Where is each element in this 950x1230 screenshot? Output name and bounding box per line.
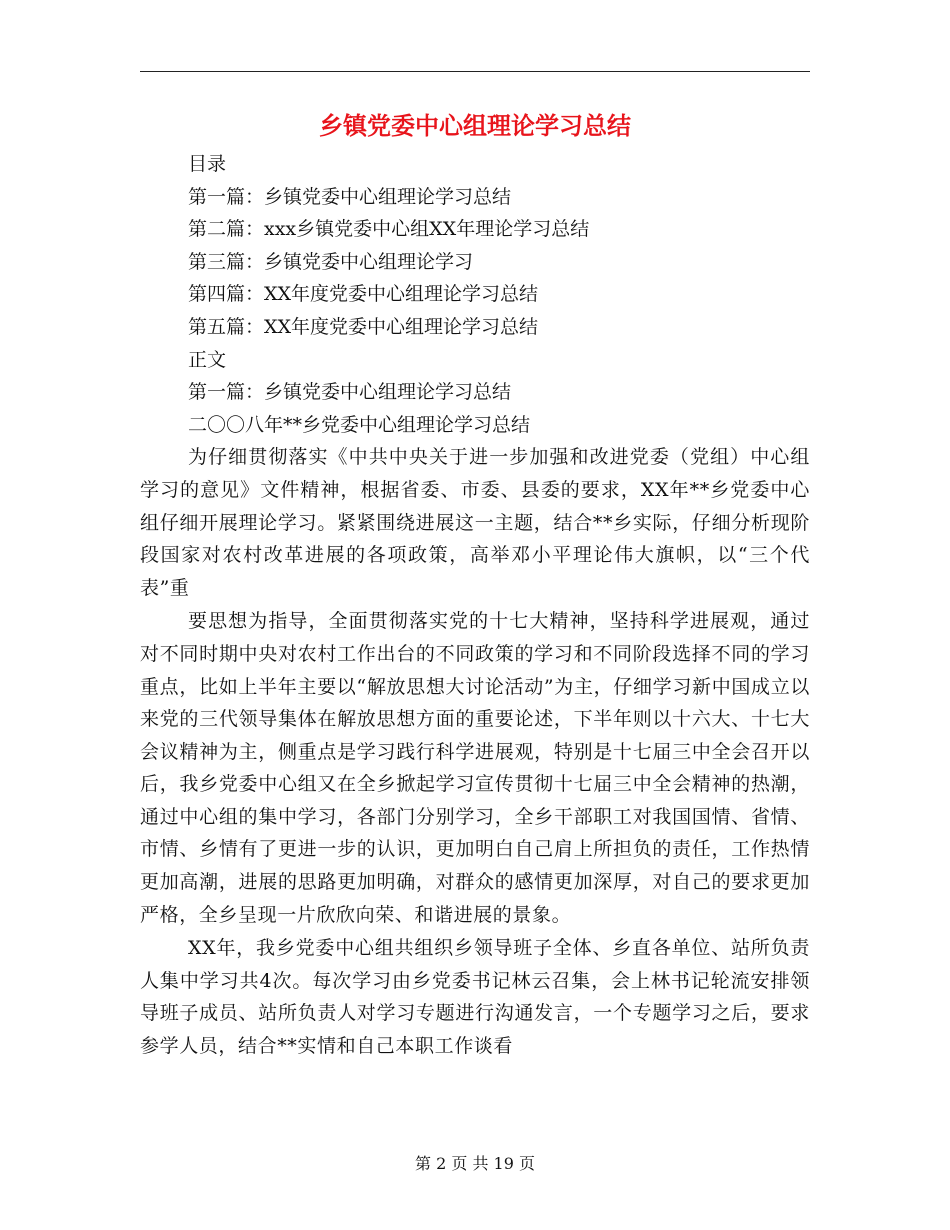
toc-item: 第一篇：乡镇党委中心组理论学习总结: [188, 185, 512, 208]
toc-item: 第五篇：XX年度党委中心组理论学习总结: [188, 315, 539, 338]
toc-item: 第四篇：XX年度党委中心组理论学习总结: [188, 283, 539, 306]
section-title: 第一篇：乡镇党委中心组理论学习总结: [188, 381, 512, 404]
document-body: [140, 148, 810, 1063]
document-title: 乡镇党委中心组理论学习总结: [319, 111, 631, 140]
body-paragraph: XX年，我乡党委中心组共组织乡领导班子全体、乡直各单位、站所负责人集中学习共4次。每次学习由乡党委书记林云召集，会上林书记轮流安排领导班子成员、站所负责人对学习专题进行沟通发言，一个专题学习之后，要求参学人员，结合**实情和自己本职工作谈看: [140, 937, 810, 1058]
toc-item: 第三篇：乡镇党委中心组理论学习: [188, 250, 474, 273]
body-paragraph: 为仔细贯彻落实《中共中央关于进一步加强和改进党委（党组）中心组学习的意见》文件精神，根据省委、市委、县委的要求，XX年**乡党委中心组仔细开展理论学习。紧紧围绕进展这一主题，结合**乡实际，仔细分析现阶段国家对农村改革进展的各项政策，高举邓小平理论伟大旗帜，以“三个代表”重: [140, 446, 810, 599]
header-rule: [140, 71, 810, 72]
body-heading: 正文: [188, 348, 227, 371]
toc-heading: 目录: [188, 153, 227, 175]
body-paragraph: 要思想为指导，全面贯彻落实党的十七大精神，坚持科学进展观，通过对不同时期中央对农村工作出台的不同政策的学习和不同阶段选择不同的学习重点，比如上半年主要以“解放思想大讨论活动”为主，仔细学习新中国成立以来党的三代领导集体在解放思想方面的重要论述，下半年则以十六大、十七大会议精神为主，侧重点是学习践行科学进展观，特别是十七届三中全会召开以后，我乡党委中心组又在全乡掀起学习宣传贯彻十七届三中全会精神的热潮，通过中心组的集中学习，各部门分别学习，全乡干部职工对我国国情、省情、市情、乡情有了更进一步的认识，更加明白自己肩上所担负的责任，工作热情更加高潮，进展的思路更加明确，对群众的感情更加深厚，对自己的要求更加严格，全乡呈现一片欣欣向荣、和谐进展的景象。: [140, 610, 810, 926]
page-number-footer: 第 2 页 共 19 页: [415, 1154, 535, 1173]
section-subtitle: 二〇〇八年**乡党委中心组理论学习总结: [188, 413, 531, 436]
toc-item: 第二篇：xxx乡镇党委中心组XX年理论学习总结: [188, 218, 590, 241]
